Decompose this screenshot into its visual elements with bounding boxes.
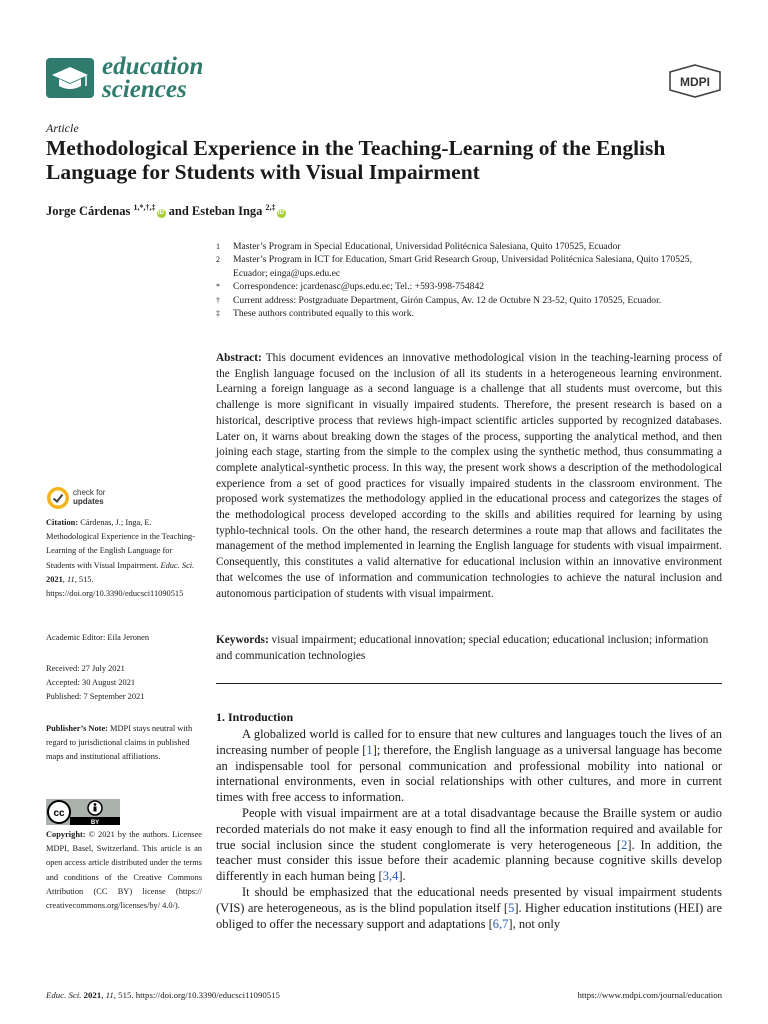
check-updates-line1: check for bbox=[73, 488, 106, 497]
mdpi-logo-icon bbox=[668, 64, 722, 98]
academic-editor: Academic Editor: Eila Jeronen bbox=[46, 633, 150, 642]
check-updates-icon bbox=[46, 486, 70, 510]
publisher-note bbox=[46, 722, 202, 765]
copyright-block bbox=[46, 828, 202, 913]
citation-doi[interactable]: , 515. https://doi.org/10.3390/educsci11090515 bbox=[46, 574, 184, 599]
paragraph: People with visual impairment are at a total disadvantage because the Braille system or audio recorded materials do not make it easy enough to find all the information required and available for true social inclusion since the student conglomerate is very heterogeneous [2]. In addition, the teacher must consider this issue before their academic planning because cognitive skills develop differently in each human being [3,4]. bbox=[216, 805, 722, 884]
section-heading: 1. Introduction bbox=[216, 710, 294, 724]
publisher-note-label: Publisher’s Note: bbox=[46, 724, 108, 733]
journal-logo-icon bbox=[46, 58, 94, 98]
author-list bbox=[46, 203, 286, 219]
cc-text: cc bbox=[53, 808, 65, 819]
footer-doi[interactable]: , 515. https://doi.org/10.3390/educsci11090515 bbox=[113, 990, 280, 1000]
affiliation-item: * Correspondence: jcardenasc@ups.edu.ec; Tel.: +593-998-754842 bbox=[216, 281, 485, 293]
section-divider bbox=[216, 683, 722, 684]
footer-journal: Educ. Sci. bbox=[46, 990, 82, 1000]
copyright-text: © 2021 by the authors. Licensee MDPI, Basel, Switzerland. This article is an open access article distributed under the terms and conditions of the Creative Commons Attribution (CC BY) license (https:// creativecommons.org/licenses/by/ 4.0/). bbox=[46, 830, 203, 911]
cc-by-license-icon[interactable] bbox=[46, 799, 120, 825]
accepted-date: Accepted: 30 August 2021 bbox=[46, 678, 136, 688]
citation-block: Citation: Cárdenas, J.; Inga, E. Methodological Experience in the Teaching-Learning of the English Language for Students with Visual Impairment. Educ. Sci. 2021, 11, 515. https://doi.org/10.3390/educsci11090515 bbox=[46, 518, 196, 599]
footer-year: 2021 bbox=[83, 990, 102, 1000]
keywords-text: visual impairment; educational innovation; special education; educational inclusion; information and communication technologies bbox=[216, 634, 709, 662]
publication-dates bbox=[46, 662, 202, 705]
copyright-label: Copyright: bbox=[46, 830, 86, 839]
orcid-icon[interactable]: iD bbox=[158, 210, 164, 217]
reference-link[interactable]: 6,7 bbox=[492, 916, 509, 931]
paragraph: A globalized world is called for to ensure that new cultures and languages touch the lives of an increasing number of people [1]; therefore, the English language as a universal language has become an indispensable tool for personal communication and professional mobility into national or international environments, even in social relationships with other cultures, and more in current times with free access to information. bbox=[216, 727, 722, 805]
reference-link[interactable]: 1 bbox=[366, 742, 373, 757]
footer-citation: Educ. Sci. 2021, 11, 515. https://doi.org/10.3390/educsci11090515 bbox=[46, 990, 280, 1000]
publisher-note-text: MDPI stays neutral with regard to jurisdictional claims in published maps and institutional affiliations. bbox=[46, 724, 193, 762]
paragraph: It should be emphasized that the educational needs presented by visual impairment students (VIS) are heterogeneous, as is the blind population itself [5]. Higher education institutions (HEI) are obliged to offer the necessary support and adaptations [6,7], not only bbox=[216, 884, 722, 931]
journal-name-line1: education bbox=[102, 53, 204, 80]
received-date: Received: 27 July 2021 bbox=[46, 664, 125, 673]
journal-name bbox=[102, 55, 203, 101]
citation-journal: Educ. Sci. bbox=[160, 560, 195, 570]
orcid-icon[interactable]: iD bbox=[278, 210, 285, 217]
introduction-body bbox=[216, 727, 722, 932]
reference-link[interactable]: 3,4 bbox=[382, 869, 399, 884]
check-for-updates-button[interactable] bbox=[46, 486, 126, 510]
reference-link[interactable]: 5 bbox=[508, 900, 515, 915]
citation-year: 2021 bbox=[46, 574, 63, 584]
affiliation-item: 2 Master’s Program in ICT for Education, Smart Grid Research Group, Universidad Politécnica Salesiana, Quito 170525, Ecuador; einga@ups.edu.ec bbox=[216, 254, 692, 279]
author-marks: 1,*,†,‡ bbox=[133, 203, 156, 212]
footer-volume: 11 bbox=[105, 990, 114, 1000]
affiliation-item: 1 Master’s Program in Special Educational, Universidad Politécnica Salesiana, Quito 170525, Ecuador bbox=[216, 241, 621, 252]
citation-label: Citation: bbox=[46, 518, 79, 527]
paper-title: Methodological Experience in the Teaching-Learning of the English Language for Students with Visual Impairment bbox=[46, 136, 666, 184]
author-name: and Esteban Inga bbox=[168, 204, 263, 219]
citation-text: Cárdenas, J.; Inga, E. Methodological Experience in the Teaching-Learning of the English Language for Students with Visual Impairment. bbox=[46, 518, 196, 570]
author-marks: 2,‡ bbox=[265, 203, 276, 212]
published-date: Published: 7 September 2021 bbox=[46, 692, 145, 702]
journal-name-line2: sciences bbox=[102, 76, 187, 103]
affiliation-item: † Current address: Postgraduate Department, Girón Campus, Av. 12 de Octubre N 23-52, Quito 170525, Ecuador. bbox=[216, 294, 662, 306]
abstract bbox=[216, 351, 722, 602]
check-updates-line2: updates bbox=[73, 497, 104, 506]
by-text: BY bbox=[90, 820, 100, 825]
keywords-label: Keywords: bbox=[216, 634, 269, 646]
article-type: Article bbox=[46, 121, 79, 135]
footer-journal-url[interactable]: https://www.mdpi.com/journal/education bbox=[577, 990, 722, 1000]
abstract-label: Abstract: bbox=[216, 352, 262, 364]
affiliations bbox=[216, 240, 726, 320]
keywords bbox=[216, 633, 722, 664]
abstract-text: This document evidences an innovative methodological vision in the teaching-learning process of the English language focused on the inclusion of all its students in a heterogeneous learning environment. Learning a foreign language as a second language is a challenge that all students must overcome, but this challenge is more significant in visually impaired students. Therefore, the present research is based on a historical, descriptive process that reviews high-impact scientific articles supported by recognized databases. Later on, it warns about breaking down the stages of the process, supporting the analytical method, and then joining each stage, starting from the simple to the complex using the synthetic method, thus consummating a complete analytical-synthetic process. In this way, the present work shows a description of the methodological experience from a set of good practices for visually impaired students in the classroom environment. The proposed work systematizes the methodology applied in the educational process and categorizes the stages of the methodological process developed according to the skills and abilities required for learning by using typhlo-technical tools. On the other hand, the research determines a route map that allows and facilitates the management of the method implemented in learning the English language for students with visual impairment. Consequently, this constitutes a valid alternative for educational inclusion within an innovative environment that welcomes the use of information and communication technologies to achieve the natural inclusion and autonomous participation of students with visual impairment. bbox=[216, 352, 722, 600]
reference-link[interactable]: 2 bbox=[621, 837, 628, 852]
affiliation-item: ‡ These authors contributed equally to this work. bbox=[216, 308, 414, 320]
mdpi-logo-text: MDPI bbox=[680, 75, 710, 89]
citation-volume: 11 bbox=[66, 574, 75, 584]
author-name: Jorge Cárdenas bbox=[46, 204, 131, 219]
